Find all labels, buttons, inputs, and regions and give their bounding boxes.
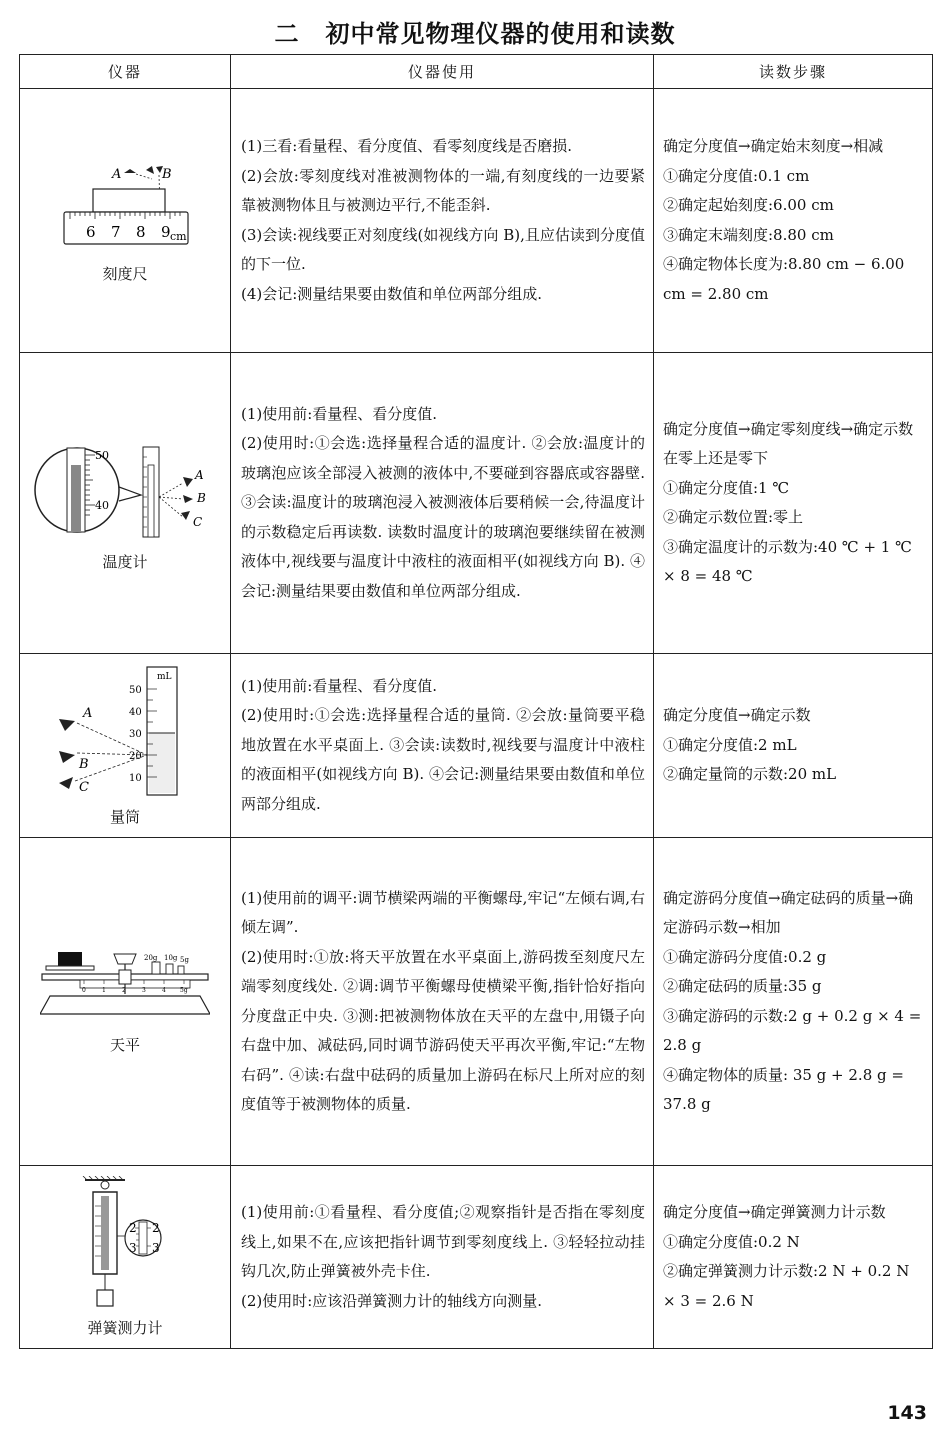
thermometer-figure [33,435,218,545]
instrument-name: 弹簧测力计 [87,1319,163,1337]
cylinder-unit: mL [157,671,172,682]
table-header-row [20,55,933,89]
usage-cell [231,353,654,654]
reading-line: 确定分度值→确定弹簧测力计示数 [663,1203,886,1221]
weight-10g: 10g [164,954,178,962]
section-number: 二 [274,20,300,48]
balance-base [40,996,210,1014]
ruler-tick-7: 7 [111,223,121,241]
balance-tick-1: 1 [102,987,106,994]
usage-line: (3)会读:视线要正对刻度线(如视线方向 B),且应估读到分度值的下一位. [241,225,645,273]
usage-line: (2)会放:零刻度线对准被测物体的一端,有刻度线的一边要紧靠被测物体且与被测边平行,不能歪斜. [241,166,645,214]
thermo-tick-50: 50 [94,448,109,462]
ruler-figure [60,157,190,257]
table-row [20,654,933,838]
usage-cell [231,838,654,1166]
balance-tick-2: 2 [122,987,126,994]
reading-line: ②确定弹簧测力计示数:2 N + 0.2 N × 3 = 2.6 N [663,1262,910,1310]
pointer-dial [114,954,136,964]
hanging-weight [97,1290,113,1306]
cyl-tick-10: 10 [129,772,142,784]
thermo-tick-40: 40 [94,498,109,512]
balance-tick-4: 4 [162,987,166,994]
object-block [58,952,82,966]
usage-cell [231,89,654,353]
usage-line: (4)会记:测量结果要由数值和单位两部分组成. [241,284,543,303]
spring-tick-3-left: 3 [129,1241,137,1255]
section-heading: 初中常见物理仪器的使用和读数 [325,20,676,48]
reading-line: ①确定分度值:0.2 N [663,1232,800,1251]
ruler-tick-8: 8 [136,223,146,241]
eye-icon [181,477,193,520]
mercury-column [71,465,81,532]
section-title [0,14,950,49]
reading-line: 确定分度值→确定零刻度线→确定示数在零上还是零下 [663,419,914,467]
instrument-cell-balance [20,838,231,1166]
reading-line: ①确定游码分度值:0.2 g [663,947,827,966]
thermo-label-a: A [194,467,204,482]
spring-tick-2-left: 2 [129,1221,137,1235]
ruler-label-a: A [112,167,122,182]
ruler-label-b: B [162,167,172,182]
table-row [20,353,933,654]
cyl-tick-20: 20 [129,750,142,762]
cyl-label-b: B [79,756,89,772]
usage-line: (1)三看:看量程、看分度值、看零刻度线是否磨损. [241,137,573,155]
reading-line: ③确定游码的示数:2 g + 0.2 g × 4 = 2.8 g [663,1006,922,1054]
page-number: 143 [887,1402,927,1424]
usage-cell [231,1166,654,1349]
header-usage: 仪器使用 [231,55,654,89]
instrument-cell-thermometer [20,353,231,654]
instrument-cell-cylinder [20,654,231,838]
usage-line: (2)使用时:应该沿弹簧测力计的轴线方向测量. [241,1291,543,1310]
table-row [20,89,933,353]
table-row [20,838,933,1166]
weight-5g: 5g [180,956,189,964]
reading-line: ③确定温度计的示数为:40 ℃ + 1 ℃ × 8 = 48 ℃ [663,537,912,585]
cyl-tick-50: 50 [129,684,142,696]
ruler-unit: cm [170,230,187,243]
spring-tick-2-right: 2 [152,1221,160,1235]
cylinder-figure [45,665,205,800]
reading-line: ④确定物体的质量: 35 g + 2.8 g = 37.8 g [663,1065,904,1113]
spring-tick-3-right: 3 [152,1241,160,1255]
instrument-cell-spring-scale [20,1166,231,1349]
balance-scale [80,980,190,988]
usage-line: (1)使用前:看量程、看分度值. [241,676,438,695]
usage-line: (1)使用前的调平:调节横梁两端的平衡螺母,牢记“左倾右调,右倾左调”. [241,888,645,936]
measured-block [93,189,165,212]
reading-cell [654,838,933,1166]
thermo-label-c: C [192,514,202,529]
reading-cell [654,89,933,353]
usage-line: (2)使用时:①放:将天平放置在水平桌面上,游码拨至刻度尺左端零刻度线处. ②调:调节平衡螺母使横梁平衡,指针恰好指向分度盘正中央. ③测:把被测物体放在天平的左盘中,用镊子向右盘中加、减砝码,同时调节游码使天平再次平衡,牢记:“左物右码”. ④读:右盘中砝码的质量加上游码在标尺上所对应的刻度值等于被测物体的质量. [241,947,645,1113]
header-reading: 读数步骤 [654,55,933,89]
reading-cell [654,654,933,838]
instrument-name: 天平 [109,1036,140,1054]
reading-line: 确定分度值→确定示数 [663,706,811,725]
reading-line: ②确定起始刻度:6.00 cm [663,196,834,214]
reading-cell [654,353,933,654]
table-row [20,1166,933,1349]
usage-line: (1)使用前:看量程、看分度值. [241,404,438,423]
reading-line: ③确定末端刻度:8.80 cm [663,225,834,244]
cyl-tick-30: 30 [129,728,142,740]
header-instrument: 仪器 [20,55,231,89]
reading-line: ①确定分度值:2 mL [663,735,797,754]
instrument-name: 刻度尺 [102,265,148,283]
reading-cell [654,1166,933,1349]
spring-scale-figure [75,1176,175,1311]
reading-line: ②确定量筒的示数:20 mL [663,765,837,784]
instrument-table [19,54,933,1349]
instrument-name: 量筒 [109,807,140,826]
reading-line: ②确定砝码的质量:35 g [663,977,822,995]
reading-line: ④确定物体长度为:8.80 cm − 6.00 cm = 2.80 cm [663,255,905,303]
balance-tick-3: 3 [142,987,146,994]
weight-20g: 20g [144,954,158,962]
ruler-tick-6: 6 [86,223,96,241]
balance-figure [40,948,210,1028]
usage-line: (1)使用前:①看量程、看分度值;②观察指针是否指在零刻度线上,如果不在,应该把指针调节到零刻度线上. ③轻轻拉动挂钩几次,防止弹簧被外壳卡住. [241,1203,645,1280]
cyl-label-c: C [79,779,89,795]
eye-icon [124,166,163,174]
reading-line: 确定分度值→确定始末刻度→相减 [663,137,884,155]
usage-line: (2)使用时:①会选:选择量程合适的量筒. ②会放:量筒要平稳地放置在水平桌面上. ③会读:读数时,视线要与温度计中液柱的液面相平(如视线方向 B). ④会记:测量结果要由数值和单位两部分组成. [241,706,645,813]
eye-icon [59,719,75,789]
thermo-label-b: B [196,490,206,505]
reading-line: ①确定分度值:0.1 cm [663,166,810,185]
usage-cell [231,654,654,838]
reading-line: 确定游码分度值→确定砝码的质量→确定游码示数→相加 [663,888,914,936]
ruler-tick-9: 9 [161,223,171,241]
cyl-tick-40: 40 [129,706,142,718]
balance-tick-5: 5g [180,987,188,994]
reading-line: ①确定分度值:1 ℃ [663,478,790,497]
instrument-name: 温度计 [102,552,148,571]
balance-tick-0: 0 [82,987,86,994]
instrument-cell-ruler [20,89,231,353]
usage-line: (2)使用时:①会选:选择量程合适的温度计. ②会放:温度计的玻璃泡应该全部浸入被测的液体中,不要碰到容器底或容器壁. ③会读:温度计的玻璃泡浸入被测液体后要稍候一会,待温度计的示数稳定后再读数. 读数时温度计的玻璃泡要继续留在被测液体中,视线要与温度计中液柱的液面相平(如视线方向 B). ④会记:测量结果要由数值和单位两部分组成. [241,434,645,600]
cyl-label-a: A [83,705,93,721]
reading-line: ②确定示数位置:零上 [663,508,804,526]
